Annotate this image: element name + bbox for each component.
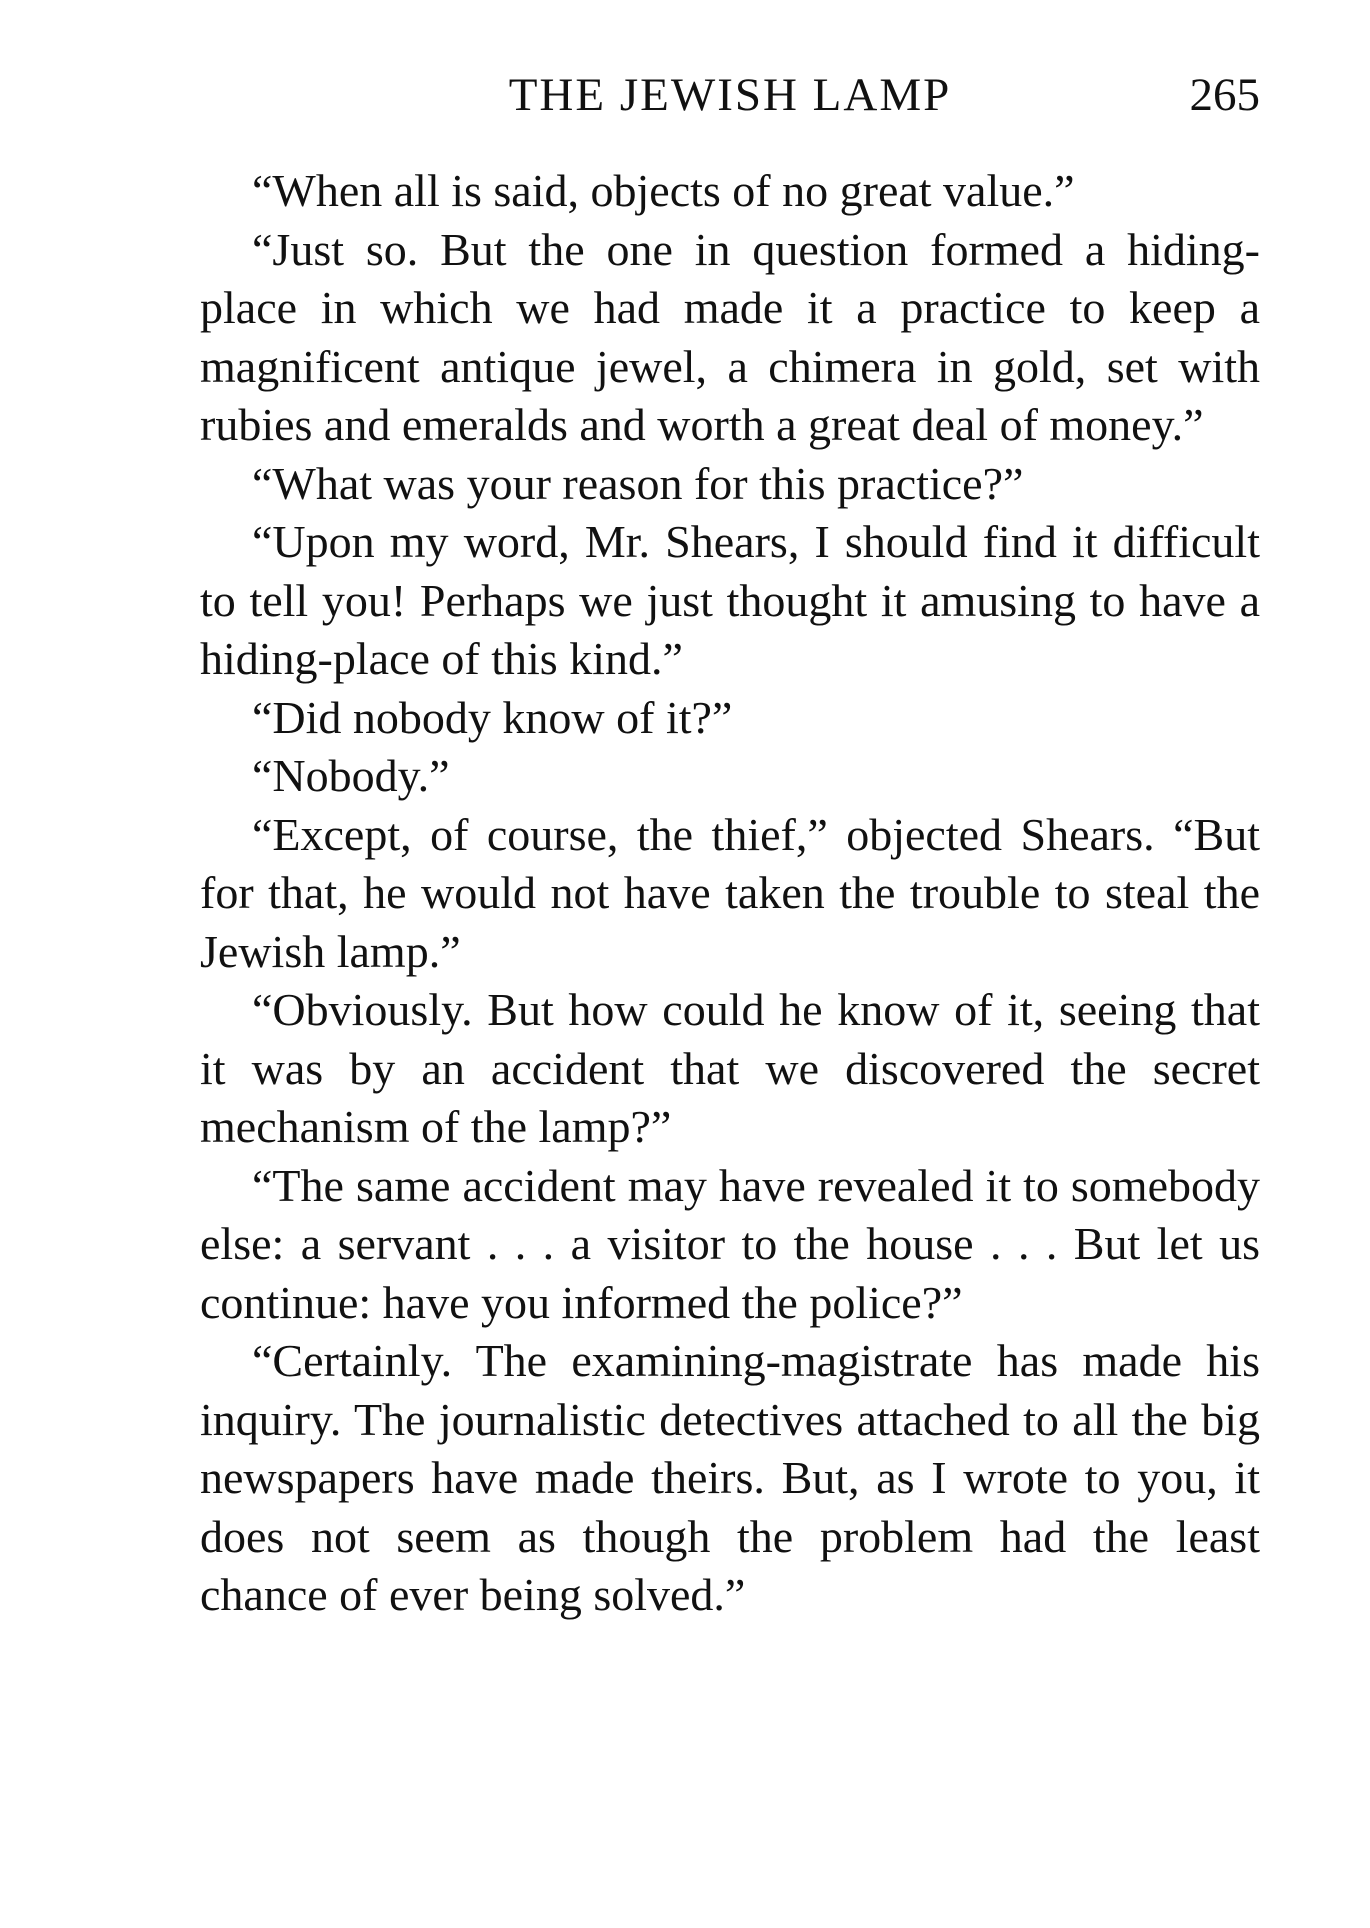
paragraph: “Nobody.” [252, 750, 450, 801]
running-title: THE JEWISH LAMP [508, 69, 952, 121]
paragraph: “The same accident may have revealed it to somebody else: a servant . . . a visitor to the house . . . But let us continue: have you informed the police?” [200, 1159, 1260, 1328]
paragraph: “Certainly. The examining-magistrate has made his inquiry. The journalistic detectives attached to all the big newspapers have made theirs. But, as I wrote to you, it does not seem as though the problem had the least chance of ever being solved.” [200, 1335, 1260, 1620]
paragraph: “Obviously. But how could he know of it, seeing that it was by an accident that we discovered the secret mechanism of the lamp?” [200, 984, 1260, 1152]
page-number: 265 [1189, 69, 1260, 121]
running-head [200, 60, 1260, 130]
paragraph: “Just so. But the one in question formed a hiding-place in which we had made it a practice to keep a magnificent antique jewel, a chimera in gold, set with rubies and emeralds and worth a great deal of money.” [200, 223, 1260, 450]
body-text [200, 162, 1260, 1625]
paragraph: “Except, of course, the thief,” objected Shears. “But for that, he would not have taken the trouble to steal the Jewish lamp.” [200, 808, 1260, 977]
paragraph: “What was your reason for this practice?” [252, 457, 1024, 509]
paragraph: “Upon my word, Mr. Shears, I should find it difficult to tell you! Perhaps we just thought it amusing to have a hiding-place of this kind.” [200, 516, 1260, 684]
paragraph: “When all is said, objects of no great value.” [252, 165, 1075, 216]
paragraph: “Did nobody know of it?” [252, 691, 733, 743]
